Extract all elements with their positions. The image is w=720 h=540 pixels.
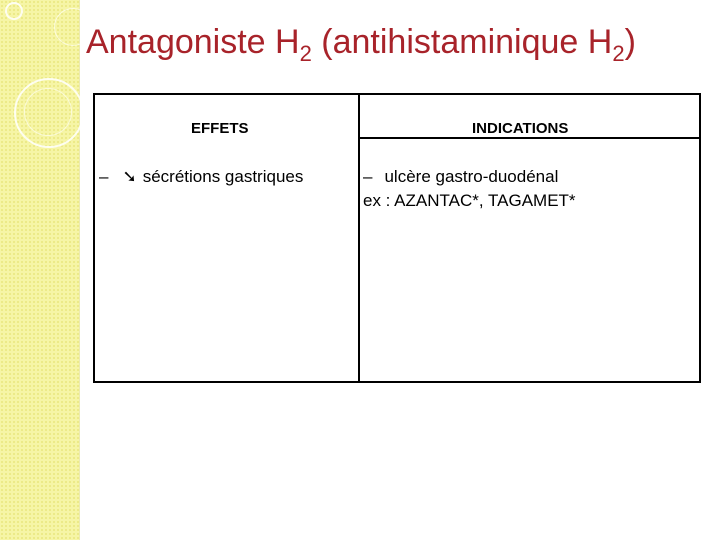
effets-item: [99, 167, 303, 187]
bullet-dash: –: [99, 167, 109, 186]
title-subscript: 2: [299, 41, 312, 66]
indications-text: ulcère gastro-duodénal: [384, 167, 559, 186]
indications-item: [363, 167, 558, 187]
indications-example: ex : AZANTAC*, TAGAMET*: [363, 191, 576, 210]
header-indications: INDICATIONS: [472, 120, 569, 137]
decorative-sidebar: [0, 0, 80, 540]
effets-text: sécrétions gastriques: [142, 167, 304, 186]
decorative-circle: [5, 2, 23, 20]
decorative-circle: [24, 88, 72, 136]
slide-title: Antagoniste $H_2$ (antihistaminique $H_2$): [86, 23, 636, 66]
header-row-divider: [358, 137, 699, 139]
title-subscript: 2: [612, 41, 625, 66]
bullet-dash: –: [363, 167, 373, 186]
down-right-arrow-icon: ➘: [122, 167, 137, 186]
header-effets: EFFETS: [191, 120, 249, 137]
effects-indications-table: [93, 93, 701, 383]
